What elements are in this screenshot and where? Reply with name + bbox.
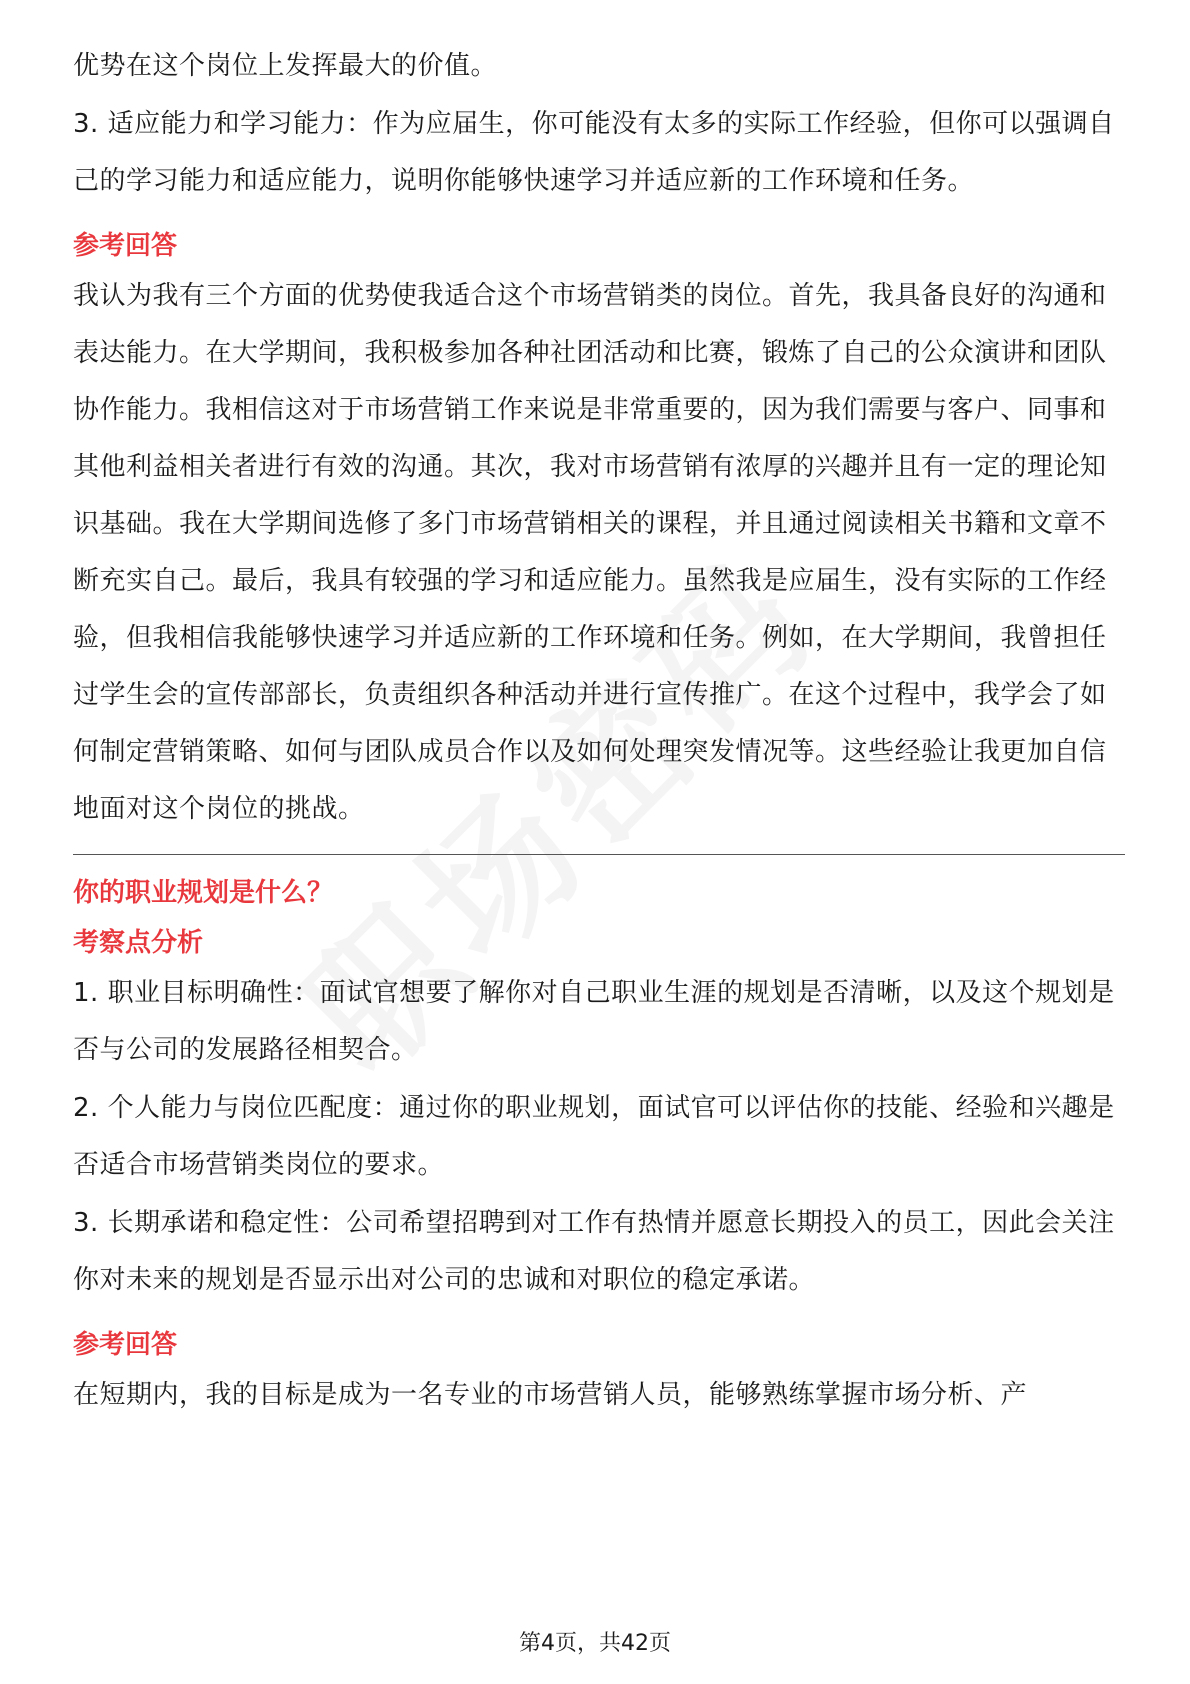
analysis-point-2: 2. 个人能力与岗位匹配度：通过你的职业规划，面试官可以评估你的技能、经验和兴趣是否适合市场营销类岗位的要求。 [73,1093,1115,1180]
analysis-point-3-prev: 3. 适应能力和学习能力：作为应届生，你可能没有太多的实际工作经验，但你可以强调自己的学习能力和适应能力，说明你能够快速学习并适应新的工作环境和任务。 [73,109,1115,196]
document-body [73,38,1125,1424]
question-title: 你的职业规划是什么？ [73,878,334,908]
analysis-point-3: 3. 长期承诺和稳定性：公司希望招聘到对工作有热情并愿意长期投入的员工，因此会关注你对未来的规划是否显示出对公司的忠诚和对职位的稳定承诺。 [73,1208,1115,1295]
continued-paragraph: 优势在这个岗位上发挥最大的价值。 [73,51,498,81]
page-indicator: 第4页，共42页 [519,1631,671,1656]
reference-answer-text: 我认为我有三个方面的优势使我适合这个市场营销类的岗位。首先，我具备良好的沟通和表达能力。在大学期间，我积极参加各种社团活动和比赛，锻炼了自己的公众演讲和团队协作能力。我相信这对于市场营销工作来说是非常重要的，因为我们需要与客户、同事和其他利益相关者进行有效的沟通。其次，我对市场营销有浓厚的兴趣并且有一定的理论知识基础。我在大学期间选修了多门市场营销相关的课程，并且通过阅读相关书籍和文章不断充实自己。最后，我具有较强的学习和适应能力。虽然我是应届生，没有实际的工作经验，但我相信我能够快速学习并适应新的工作环境和任务。例如，在大学期间，我曾担任过学生会的宣传部部长，负责组织各种活动并进行宣传推广。在这个过程中，我学会了如何制定营销策略、如何与团队成员合作以及如何处理突发情况等。这些经验让我更加自信地面对这个岗位的挑战。 [73,281,1107,824]
analysis-heading: 考察点分析 [73,928,204,958]
reference-answer-heading: 参考回答 [73,231,178,261]
section-divider [73,854,1125,855]
analysis-point-1: 1. 职业目标明确性：面试官想要了解你对自己职业生涯的规划是否清晰，以及这个规划是否与公司的发展路径相契合。 [73,978,1115,1065]
reference-answer-heading-2: 参考回答 [73,1330,178,1360]
reference-answer-text-2: 在短期内，我的目标是成为一名专业的市场营销人员，能够熟练掌握市场分析、产 [73,1380,1028,1410]
